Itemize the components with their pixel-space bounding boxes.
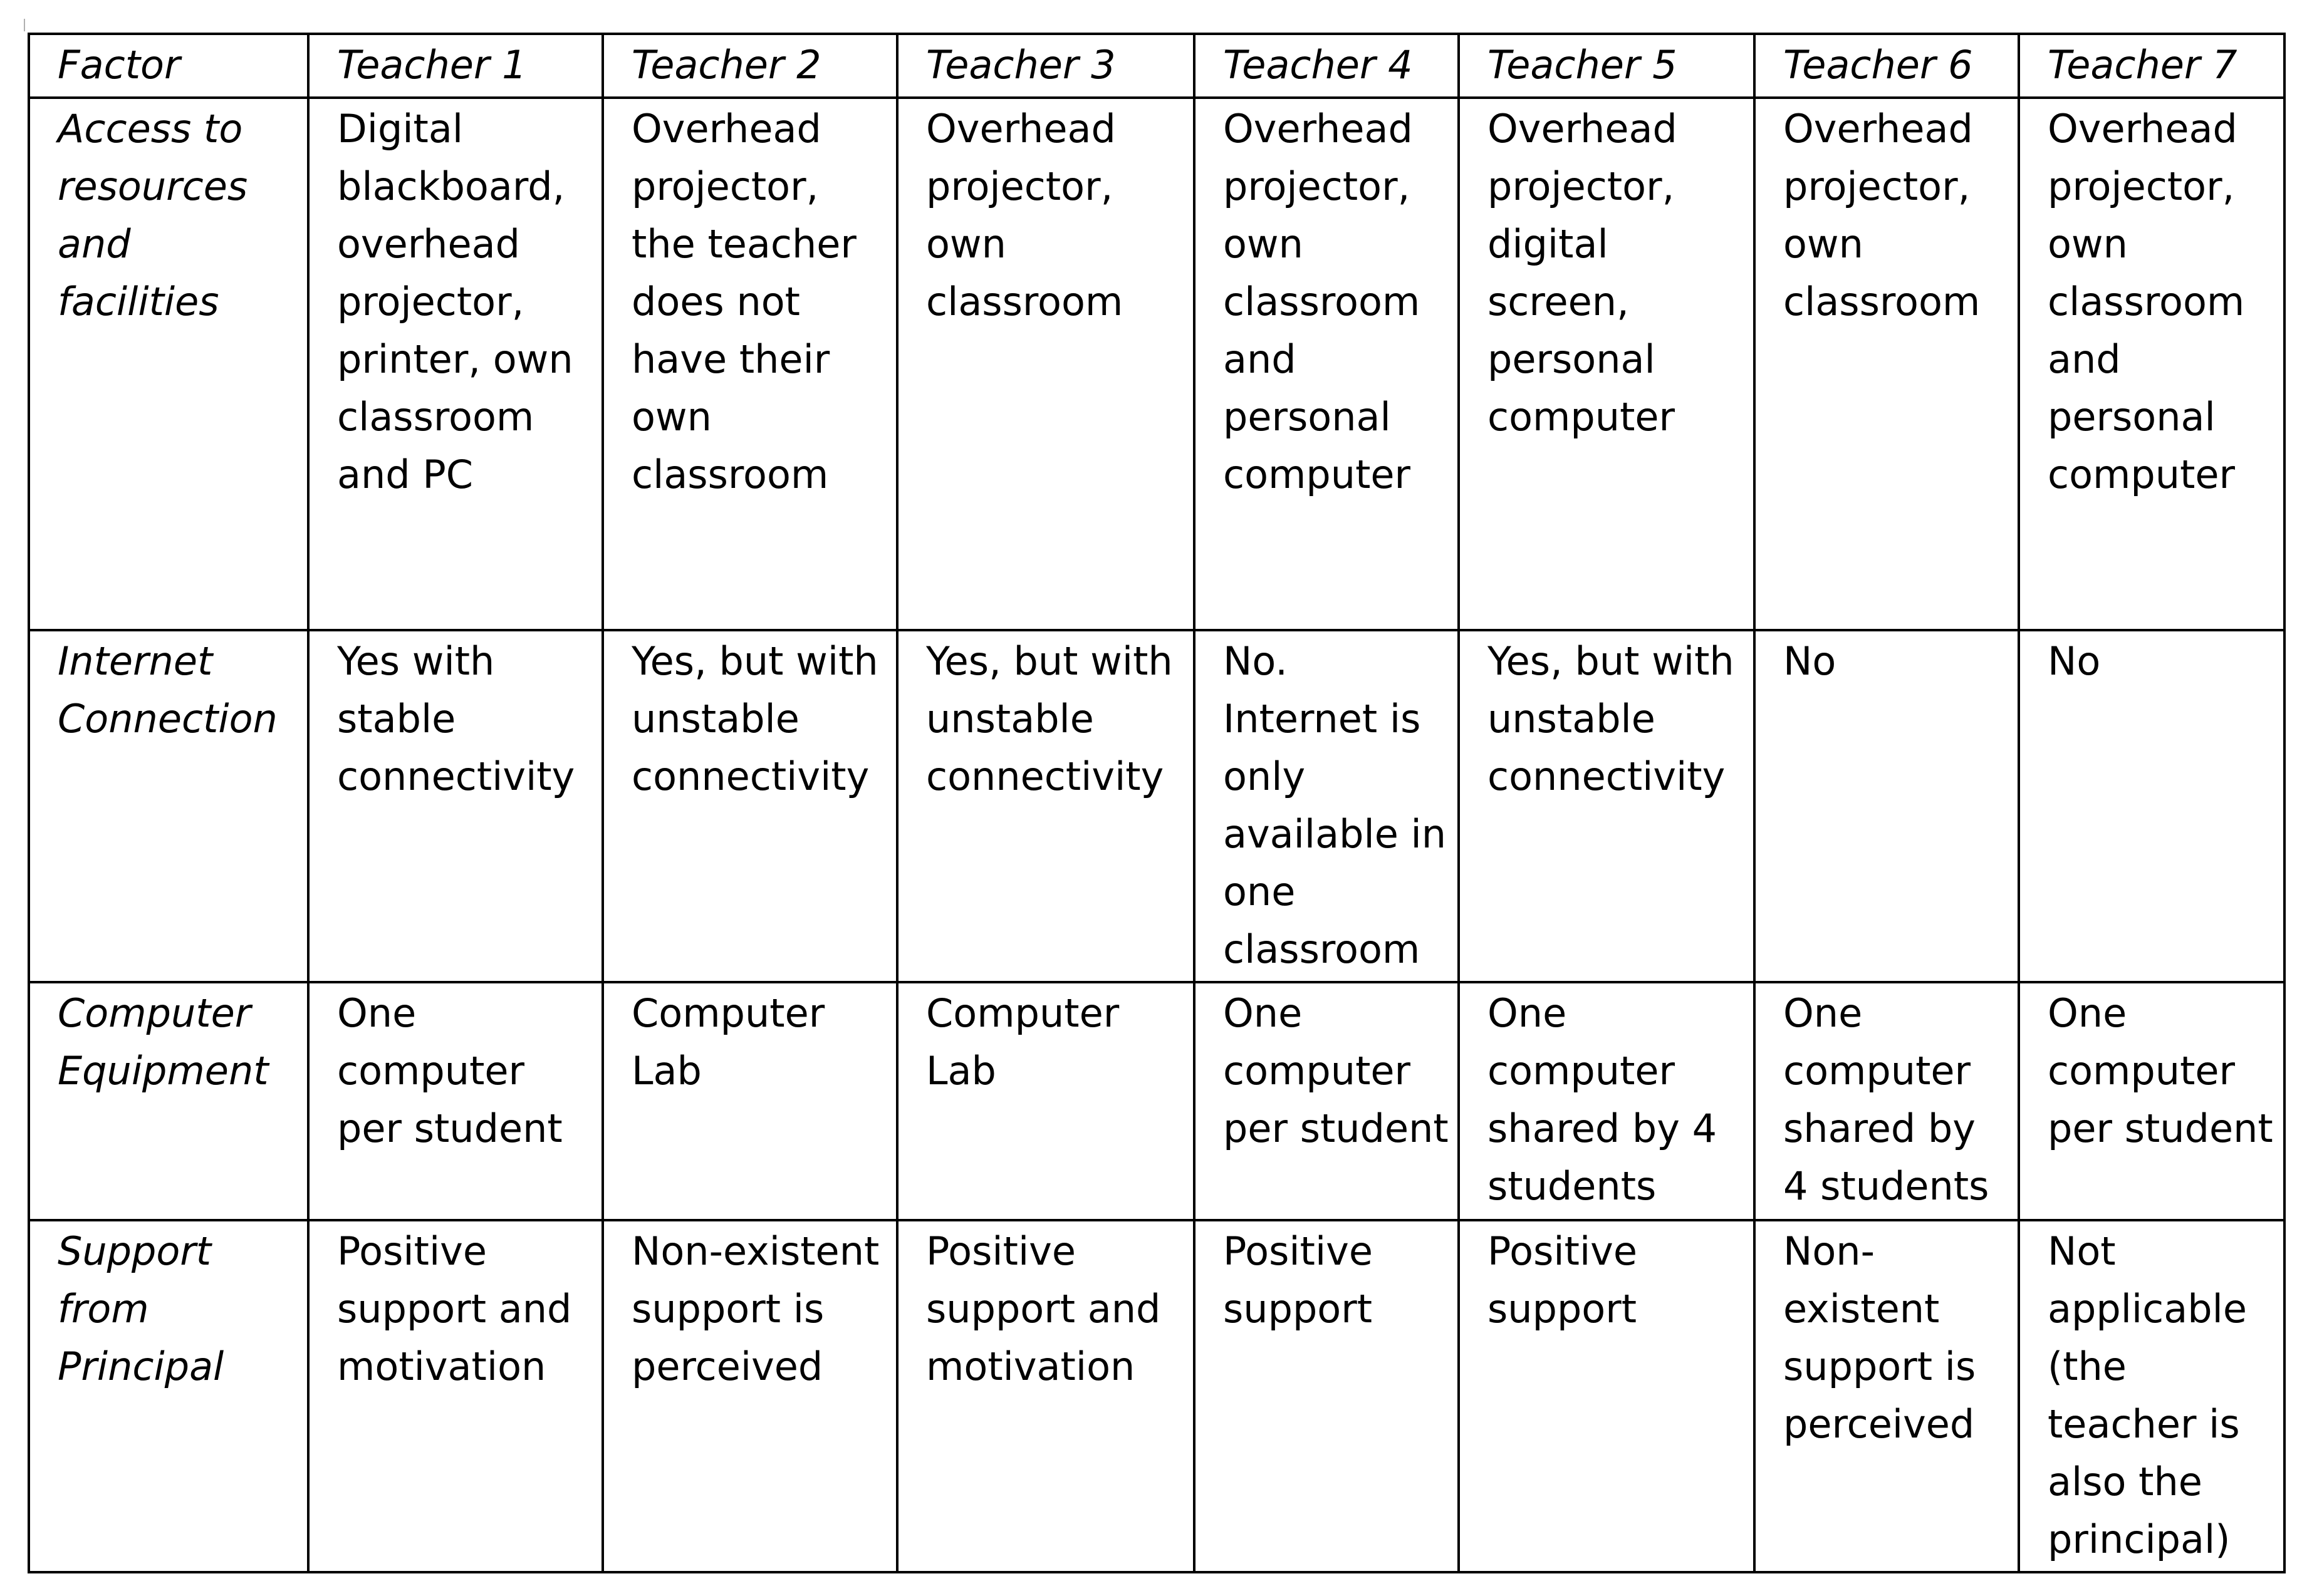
cell-internet-teacher-6: No [1754,630,2019,982]
cell-internet-teacher-2: Yes, but with unstable connectivity [603,630,897,982]
cell-access-teacher-6: Overhead projector, own classroom [1754,98,2019,630]
table-row-access-resources [29,98,2284,630]
row-label-internet-connection: Internet Connection [29,630,308,982]
cell-support-teacher-6: Non-existent support is perceived [1754,1220,2019,1572]
cell-internet-teacher-5: Yes, but with unstable connectivity [1459,630,1754,982]
cell-internet-teacher-7: No [2019,630,2284,982]
row-label-access-resources: Access to resources and facilities [29,98,308,630]
row-label-computer-equipment: Computer Equipment [29,982,308,1220]
cell-access-teacher-2: Overhead projector, the teacher does not have their own classroom [603,98,897,630]
factors-table [28,33,2286,1573]
cell-internet-teacher-1: Yes with stable connectivity [308,630,603,982]
header-cell-factor: Factor [29,34,308,98]
cell-support-teacher-4: Positive support [1194,1220,1459,1572]
cell-equipment-teacher-1: One computer per student [308,982,603,1220]
row-label-support-principal: Support from Principal [29,1220,308,1572]
page-margin-tick [24,19,25,31]
cell-access-teacher-4: Overhead projector, own classroom and personal computer [1194,98,1459,630]
cell-equipment-teacher-7: One computer per student [2019,982,2284,1220]
header-cell-teacher-7: Teacher 7 [2019,34,2284,98]
table-row-support-principal [29,1220,2284,1572]
header-cell-teacher-2: Teacher 2 [603,34,897,98]
cell-equipment-teacher-4: One computer per student [1194,982,1459,1220]
cell-access-teacher-1: Digital blackboard, overhead projector, printer, own classroom and PC [308,98,603,630]
cell-access-teacher-3: Overhead projector, own classroom [897,98,1194,630]
header-cell-teacher-3: Teacher 3 [897,34,1194,98]
cell-equipment-teacher-2: Computer Lab [603,982,897,1220]
cell-support-teacher-5: Positive support [1459,1220,1754,1572]
cell-equipment-teacher-3: Computer Lab [897,982,1194,1220]
table-row-computer-equipment [29,982,2284,1220]
cell-support-teacher-1: Positive support and motivation [308,1220,603,1572]
cell-support-teacher-3: Positive support and motivation [897,1220,1194,1572]
cell-internet-teacher-3: Yes, but with unstable connectivity [897,630,1194,982]
header-cell-teacher-6: Teacher 6 [1754,34,2019,98]
table-row-internet-connection [29,630,2284,982]
cell-support-teacher-2: Non-existent support is perceived [603,1220,897,1572]
header-cell-teacher-1: Teacher 1 [308,34,603,98]
cell-equipment-teacher-6: One computer shared by 4 students [1754,982,2019,1220]
cell-access-teacher-7: Overhead projector, own classroom and personal computer [2019,98,2284,630]
cell-support-teacher-7: Not applicable (the teacher is also the principal) [2019,1220,2284,1572]
cell-internet-teacher-4: No. Internet is only available in one classroom [1194,630,1459,982]
cell-access-teacher-5: Overhead projector, digital screen, personal computer [1459,98,1754,630]
table-header-row [29,34,2284,98]
header-cell-teacher-5: Teacher 5 [1459,34,1754,98]
cell-equipment-teacher-5: One computer shared by 4 students [1459,982,1754,1220]
header-cell-teacher-4: Teacher 4 [1194,34,1459,98]
